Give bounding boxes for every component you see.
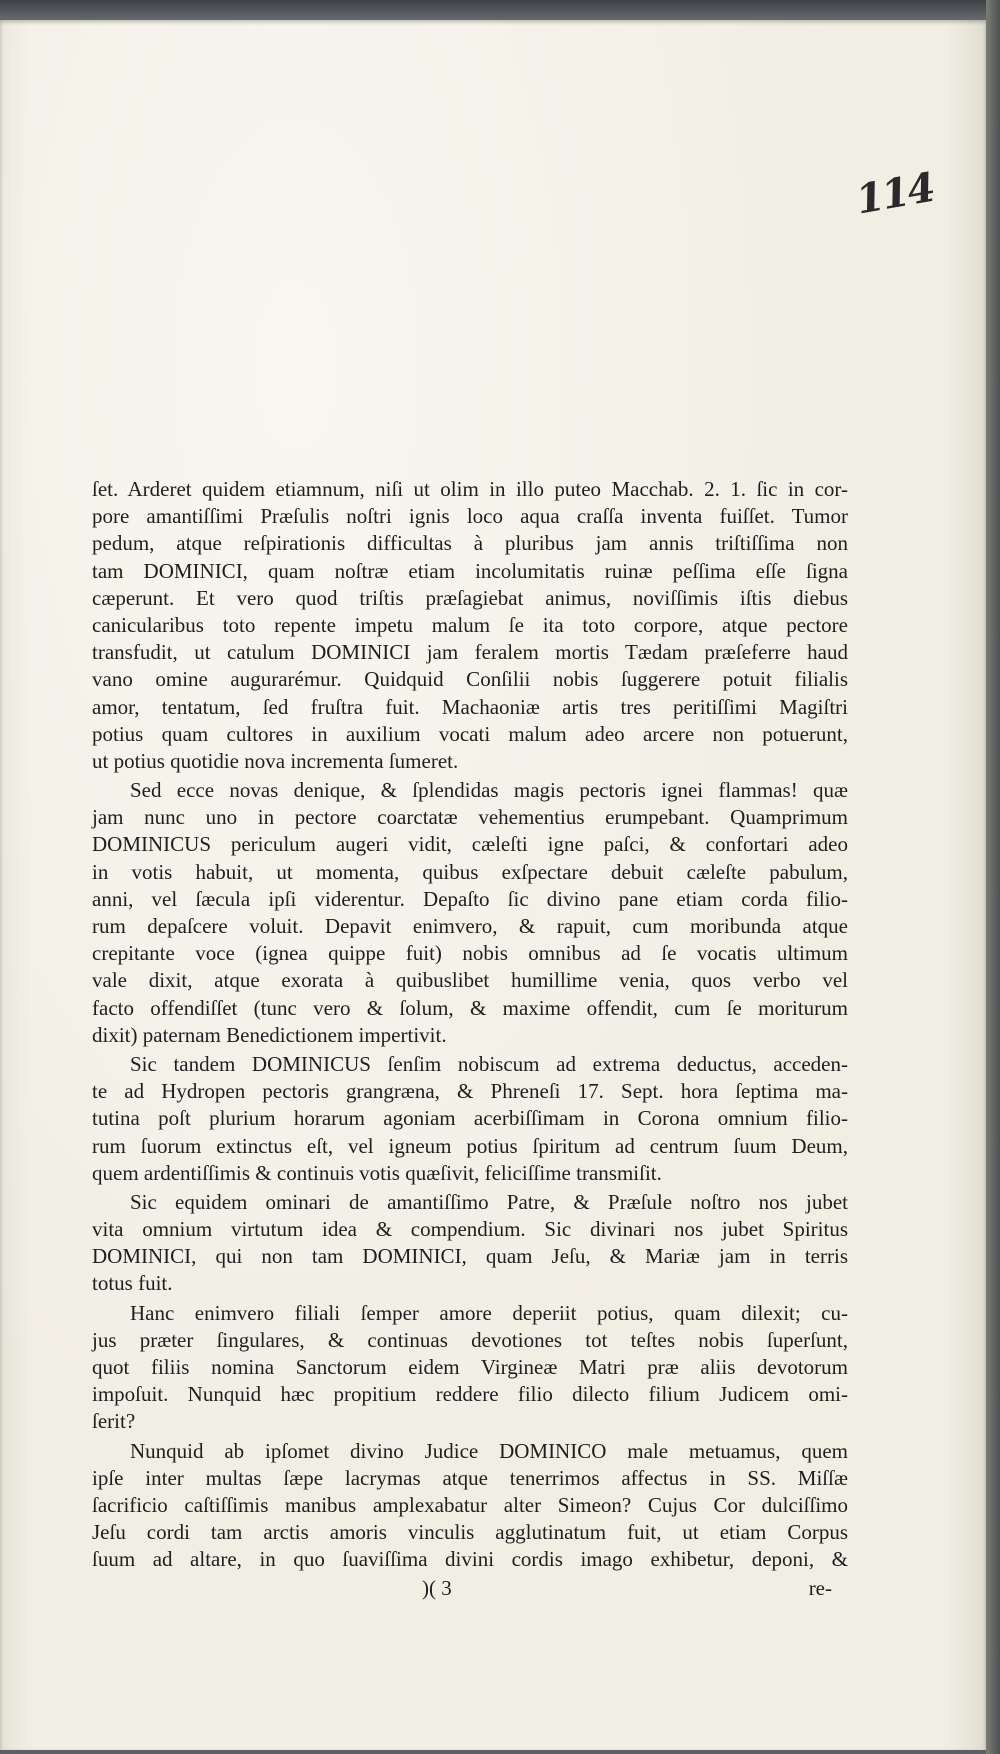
text-line: rum depaſcere voluit. Depavit enimvero, & rapuit, cum moribunda atque (92, 914, 848, 938)
text-line: Sic tandem DOMINICUS ſenſim nobiscum ad extrema deductus, acceden- (130, 1051, 848, 1076)
page-footer (92, 1576, 832, 1606)
text-line: rum ſuorum extinctus eſt, vel igneum potius ſpiritum ad centrum ſuum Deum, (92, 1133, 848, 1158)
text-line: jam nunc uno in pectore coarctatæ vehementius erumpebant. Quamprimum (92, 805, 848, 830)
text-line: canicularibus toto repente impetu malum ſe ita toto corpore, atque pectore (92, 612, 848, 637)
text-line: pedum, atque reſpirationis difficultas à pluribus jam annis triſtiſſima non (92, 531, 848, 556)
catchword: re- (808, 1576, 832, 1600)
text-line: impoſuit. Nunquid hæc propitium reddere filio dilecto filium Judicem omi- (92, 1382, 848, 1407)
scan-background-top (0, 0, 1000, 22)
text-line: ſuum ad altare, in quo ſuaviſſima divini cordis imago exhibetur, deponi, & (92, 1547, 848, 1572)
text-line: transfudit, ut catulum DOMINICI jam feralem mortis Tædam præſeferre haud (92, 640, 848, 665)
text-line: anni, vel ſæcula ipſi viderentur. Depaſto ſic divino pane etiam corda filio- (92, 886, 848, 911)
text-line: tam DOMINICI, quam noſtræ etiam incolumitatis ruinæ peſſima eſſe ſigna (92, 558, 848, 583)
folio-number: 114 (852, 163, 938, 224)
text-line: in votis habuit, ut momenta, quibus exſpectare debuit cæleſte pabulum, (92, 859, 848, 884)
text-line: vita omnium virtutum idea & compendium. Sic divinari nos jubet Spiritus (92, 1217, 848, 1242)
text-line: quem ardentiſſimis & continuis votis quæſivit, feliciſſime transmiſit. (92, 1160, 662, 1185)
scan-background-right (986, 0, 1000, 1754)
text-line: DOMINICI, qui non tam DOMINICI, quam Jeſu, & Mariæ jam in terris (92, 1244, 848, 1269)
text-line: vano omine augurarémur. Quidquid Conſilii nobis ſuggerere potuit filialis (92, 667, 848, 692)
text-line: jus præter ſingulares, & continuas devotiones tot teſtes nobis ſuperſunt, (92, 1327, 848, 1352)
text-line: cæperunt. Et vero quod triſtis præſagiebat animus, noviſſimis iſtis diebus (92, 585, 848, 610)
text-line: Sed ecce novas denique, & ſplendidas magis pectoris ignei flammas! quæ (130, 778, 848, 803)
text-line: amor, tentatum, ſed fruſtra fuit. Machaoniæ artis tres peritiſſimi Magiſtri (92, 694, 848, 719)
text-line: potius quam cultores in auxilium vocati malum adeo arcere non potuerunt, (92, 721, 848, 746)
text-line: crepitante voce (ignea quippe fuit) nobis omnibus ad ſe vocatis ultimum (92, 941, 848, 966)
text-line: ſet. Arderet quidem etiamnum, niſi ut olim in illo puteo Macchab. 2. 1. ſic in cor- (92, 477, 848, 501)
text-line: Nunquid ab ipſomet divino Judice DOMINICO male metuamus, quem (130, 1438, 848, 1463)
text-line: facto offendiſſet (tunc vero & ſolum, & maxime offendit, cum ſe moriturum (92, 995, 848, 1020)
text-line: quot filiis nomina Sanctorum eidem Virgineæ Matri præ aliis devotorum (92, 1355, 848, 1379)
text-line: dixit) paternam Benedictionem impertivit. (92, 1022, 447, 1047)
text-line: vale dixit, atque exorata à quibuslibet humillime venia, quos verbo vel (92, 968, 848, 993)
signature-mark: )( 3 (422, 1576, 452, 1600)
text-line: DOMINICUS periculum augeri vidit, cæleſti igne paſci, & confortari adeo (92, 832, 848, 857)
text-line: ſacrificio caſtiſſimis manibus amplexabatur alter Simeon? Cujus Cor dulciſſimo (92, 1492, 848, 1517)
body-text (92, 476, 848, 1574)
text-line: te ad Hydropen pectoris grangræna, & Phreneſi 17. Sept. hora ſeptima ma- (92, 1079, 848, 1104)
book-page (0, 20, 986, 1750)
text-line: totus fuit. (92, 1271, 173, 1296)
text-line: tutina poſt plurium horarum agoniam acerbiſſimam in Corona omnium filio- (92, 1106, 848, 1131)
text-line: Sic equidem ominari de amantiſſimo Patre, & Præſule noſtro nos jubet (130, 1189, 848, 1214)
text-line: ut potius quotidie nova incrementa ſumeret. (92, 748, 459, 773)
text-line: Jeſu cordi tam arctis amoris vinculis agglutinatum fuit, ut etiam Corpus (92, 1520, 848, 1545)
text-line: pore amantiſſimi Præſulis noſtri ignis loco aqua craſſa inventa fuiſſet. Tumor (92, 504, 848, 529)
text-line: Hanc enimvero filiali ſemper amore deperiit potius, quam dilexit; cu- (130, 1300, 848, 1325)
text-line: ipſe inter multas ſæpe lacrymas atque tenerrimos affectus in SS. Miſſæ (92, 1465, 848, 1490)
text-line: ſerit? (92, 1409, 136, 1434)
